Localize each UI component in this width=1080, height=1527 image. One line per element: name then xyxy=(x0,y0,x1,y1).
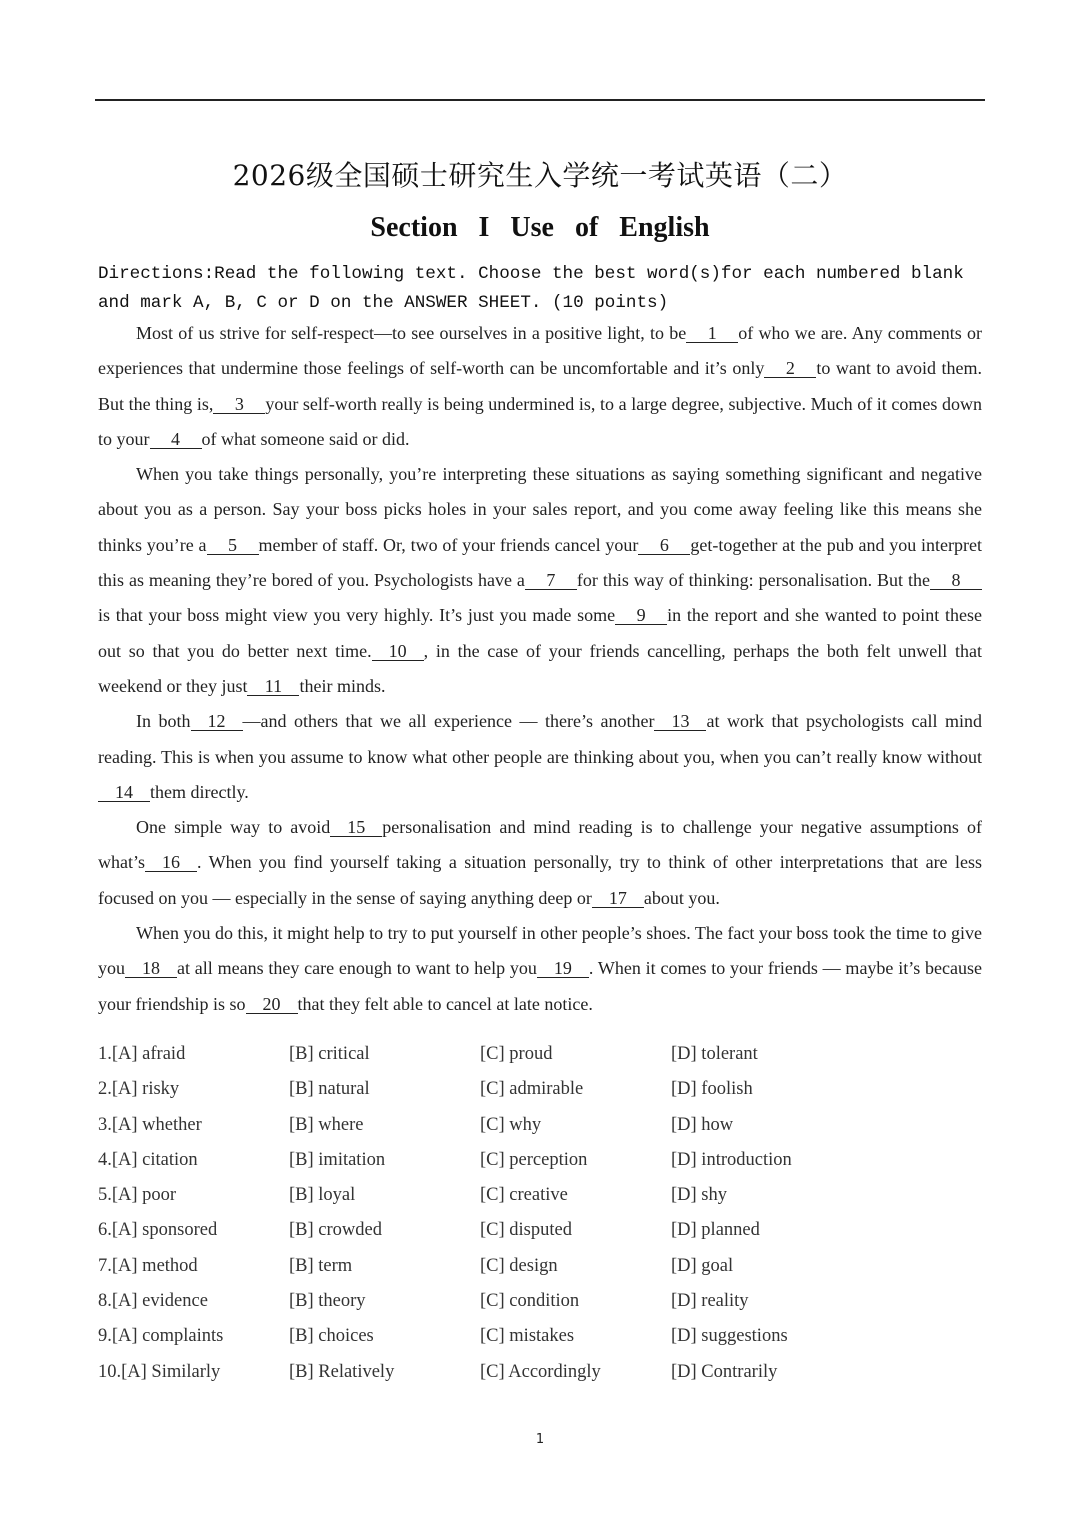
blank-9: 9 xyxy=(615,606,667,625)
option-row xyxy=(98,1319,982,1354)
option-a: 6.[A] sponsored xyxy=(98,1220,218,1241)
option-a: 3.[A] whether xyxy=(98,1114,202,1135)
blank-2: 2 xyxy=(764,359,816,378)
option-d: [D] foolish xyxy=(671,1079,753,1100)
option-row xyxy=(98,1108,982,1143)
exam-title: 2026级全国硕士研究生入学统一考试英语（二） xyxy=(232,159,848,192)
option-b: [B] natural xyxy=(289,1079,370,1100)
option-c: [C] mistakes xyxy=(480,1326,575,1347)
blank-10: 10 xyxy=(372,642,424,661)
option-c: [C] disputed xyxy=(480,1220,572,1241)
blank-17: 17 xyxy=(592,889,644,908)
option-c: [C] creative xyxy=(480,1185,568,1206)
option-d: [D] reality xyxy=(671,1291,749,1312)
blank-13: 13 xyxy=(654,712,706,731)
option-c: [C] design xyxy=(480,1255,558,1276)
option-a: 2.[A] risky xyxy=(98,1079,180,1100)
option-b: [B] choices xyxy=(289,1326,374,1347)
option-b: [B] theory xyxy=(289,1291,366,1312)
option-row xyxy=(98,1284,982,1319)
answer-options xyxy=(98,1037,982,1390)
blank-5: 5 xyxy=(207,536,259,555)
blank-8: 8 xyxy=(930,571,982,590)
blank-20: 20 xyxy=(246,995,298,1014)
option-a: 7.[A] method xyxy=(98,1255,198,1276)
directions: Directions:Read the following text. Choose the best word(s)for each numbered blank and mark A, B, C or D on the ANSWER SHEET. (10 points) xyxy=(98,264,964,313)
option-a: 1.[A] afraid xyxy=(98,1044,186,1064)
option-row xyxy=(98,1178,982,1213)
blank-15: 15 xyxy=(330,818,382,837)
blank-18: 18 xyxy=(125,959,177,978)
option-a: 8.[A] evidence xyxy=(98,1291,208,1312)
option-d: [D] goal xyxy=(671,1255,734,1276)
blank-14: 14 xyxy=(98,783,150,802)
option-row xyxy=(98,1037,982,1072)
option-b: [B] Relatively xyxy=(289,1361,395,1382)
blank-11: 11 xyxy=(247,677,299,696)
option-c: [C] condition xyxy=(480,1291,580,1312)
option-b: [B] crowded xyxy=(289,1220,382,1241)
option-a: 9.[A] complaints xyxy=(98,1326,224,1347)
option-row xyxy=(98,1355,982,1390)
blank-19: 19 xyxy=(537,959,589,978)
option-d: [D] Contrarily xyxy=(671,1361,778,1382)
blank-16: 16 xyxy=(145,853,197,872)
blank-1: 1 xyxy=(686,324,738,343)
option-row xyxy=(98,1249,982,1284)
option-c: [C] admirable xyxy=(480,1079,584,1100)
option-b: [B] where xyxy=(289,1114,364,1135)
cloze-passage xyxy=(98,316,982,1022)
option-b: [B] loyal xyxy=(289,1185,356,1206)
header-rule xyxy=(95,99,985,101)
option-row xyxy=(98,1143,982,1178)
option-c: [C] perception xyxy=(480,1149,588,1170)
blank-12: 12 xyxy=(191,712,243,731)
option-b: [B] imitation xyxy=(289,1149,386,1170)
option-b: [B] term xyxy=(289,1255,353,1276)
option-d: [D] suggestions xyxy=(671,1326,788,1347)
option-a: 4.[A] citation xyxy=(98,1149,198,1170)
option-c: [C] why xyxy=(480,1114,542,1135)
blank-6: 6 xyxy=(638,536,690,555)
option-row xyxy=(98,1072,982,1107)
section-title: Section I Use of English xyxy=(370,212,710,243)
option-row xyxy=(98,1213,982,1248)
blank-7: 7 xyxy=(525,571,577,590)
paragraph-2: When you take things personally, you’re interpreting these situations as saying something significant and negative about you as a person. Say your boss picks holes in your sales report, and you come away feeling like this means she thinks you’re a 5 member of staff. Or, two of your friends cancel your 6 get-together at the pub and you interpret this as meaning they’re bored of you. Psychologists have a 7 for this way of thinking: personalisation. But the 8is that your boss might view you very highly. It’s just you made some 9 in the report and she wanted to point these out so that you do better next time. 10 , in the case of your friends cancelling, perhaps the both felt unwell that weekend or they just 11 their minds. xyxy=(98,464,982,696)
option-d: [D] how xyxy=(671,1114,734,1135)
paragraph-4: One simple way to avoid 15 personalisation and mind reading is to challenge your negative assumptions of what’s 16 . When you find yourself taking a situation personally, try to think of other interpretations that are less focused on you — especially in the sense of saying anything deep or 17 about you. xyxy=(98,817,982,908)
blank-3: 3 xyxy=(213,395,265,414)
option-a: 10.[A] Similarly xyxy=(98,1361,221,1382)
option-a: 5.[A] poor xyxy=(98,1185,177,1206)
paragraph-1: Most of us strive for self-respect—to see ourselves in a positive light, to be 1 of who we are. Any comments or experiences that undermine those feelings of self-worth can be uncomfortable and it’s only 2 to want to avoid them. But the thing is, 3 your self-worth really is being undermined is, to a large degree, subjective. Much of it comes down to your 4 of what someone said or did. xyxy=(98,323,982,449)
paragraph-5: When you do this, it might help to try to put yourself in other people’s shoes. The fact your boss took the time to give you 18 at all means they care enough to want to help you 19 . When it comes to your friends — maybe it’s because your friendship is so 20 that they felt able to cancel at late notice. xyxy=(98,923,982,1014)
option-d: [D] introduction xyxy=(671,1149,792,1170)
option-d: [D] tolerant xyxy=(671,1044,758,1064)
option-c: [C] Accordingly xyxy=(480,1361,601,1382)
option-d: [D] planned xyxy=(671,1220,760,1241)
option-c: [C] proud xyxy=(480,1044,553,1064)
paragraph-3: In both 12 —and others that we all experience — there’s another 13 at work that psychologists call mind reading. This is when you assume to know what other people are thinking about you, when you can’t really know without14 them directly. xyxy=(98,711,982,802)
page-number: 1 xyxy=(535,1432,545,1447)
blank-4: 4 xyxy=(150,430,202,449)
option-b: [B] critical xyxy=(289,1044,370,1064)
option-d: [D] shy xyxy=(671,1185,728,1206)
